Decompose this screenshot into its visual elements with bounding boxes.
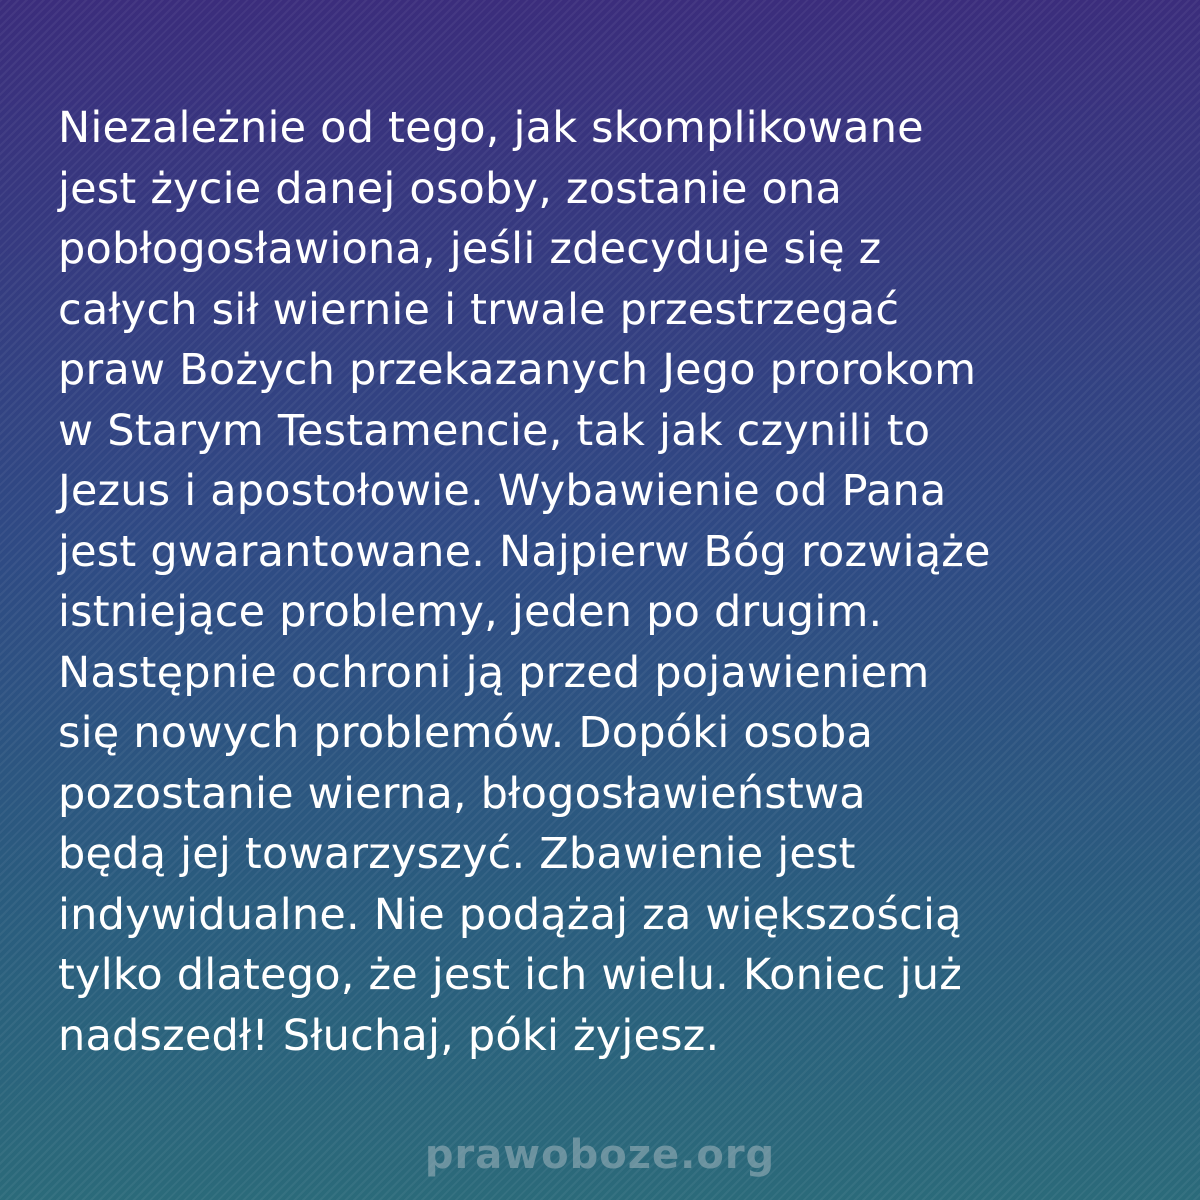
site-watermark: prawoboze.org bbox=[424, 1132, 776, 1178]
quote-line: całych sił wiernie i trwale przestrzegać bbox=[58, 284, 900, 335]
quote-line: Następnie ochroni ją przed pojawieniem bbox=[58, 647, 930, 698]
quote-line: będą jej towarzyszyć. Zbawienie jest bbox=[58, 829, 856, 879]
quote-line: jest gwarantowane. Najpierw Bóg rozwiąże bbox=[58, 526, 991, 577]
quote-line: się nowych problemów. Dopóki osoba bbox=[58, 708, 874, 758]
quote-line: jest życie danej osoby, zostanie ona bbox=[58, 163, 843, 214]
quote-line: tylko dlatego, że jest ich wielu. Koniec już bbox=[58, 950, 962, 1000]
quote-line: istniejące problemy, jeden po drugim. bbox=[58, 587, 883, 637]
quote-line: pozostanie wierna, błogosławieństwa bbox=[58, 768, 866, 819]
quote-line: praw Bożych przekazanych Jego prorokom bbox=[58, 345, 977, 395]
quote-line: Jezus i apostołowie. Wybawienie od Pana bbox=[58, 466, 947, 516]
quote-line: nadszedł! Słuchaj, póki żyjesz. bbox=[58, 1010, 720, 1061]
quote-line: indywidualne. Nie podążaj za większością bbox=[58, 889, 962, 940]
quote-line: pobłogosławiona, jeśli zdecyduje się z bbox=[58, 224, 882, 274]
quote-line: w Starym Testamencie, tak jak czynili to bbox=[58, 405, 931, 456]
quote-line: Niezależnie od tego, jak skomplikowane bbox=[58, 103, 924, 153]
quote-text bbox=[58, 98, 1158, 1066]
